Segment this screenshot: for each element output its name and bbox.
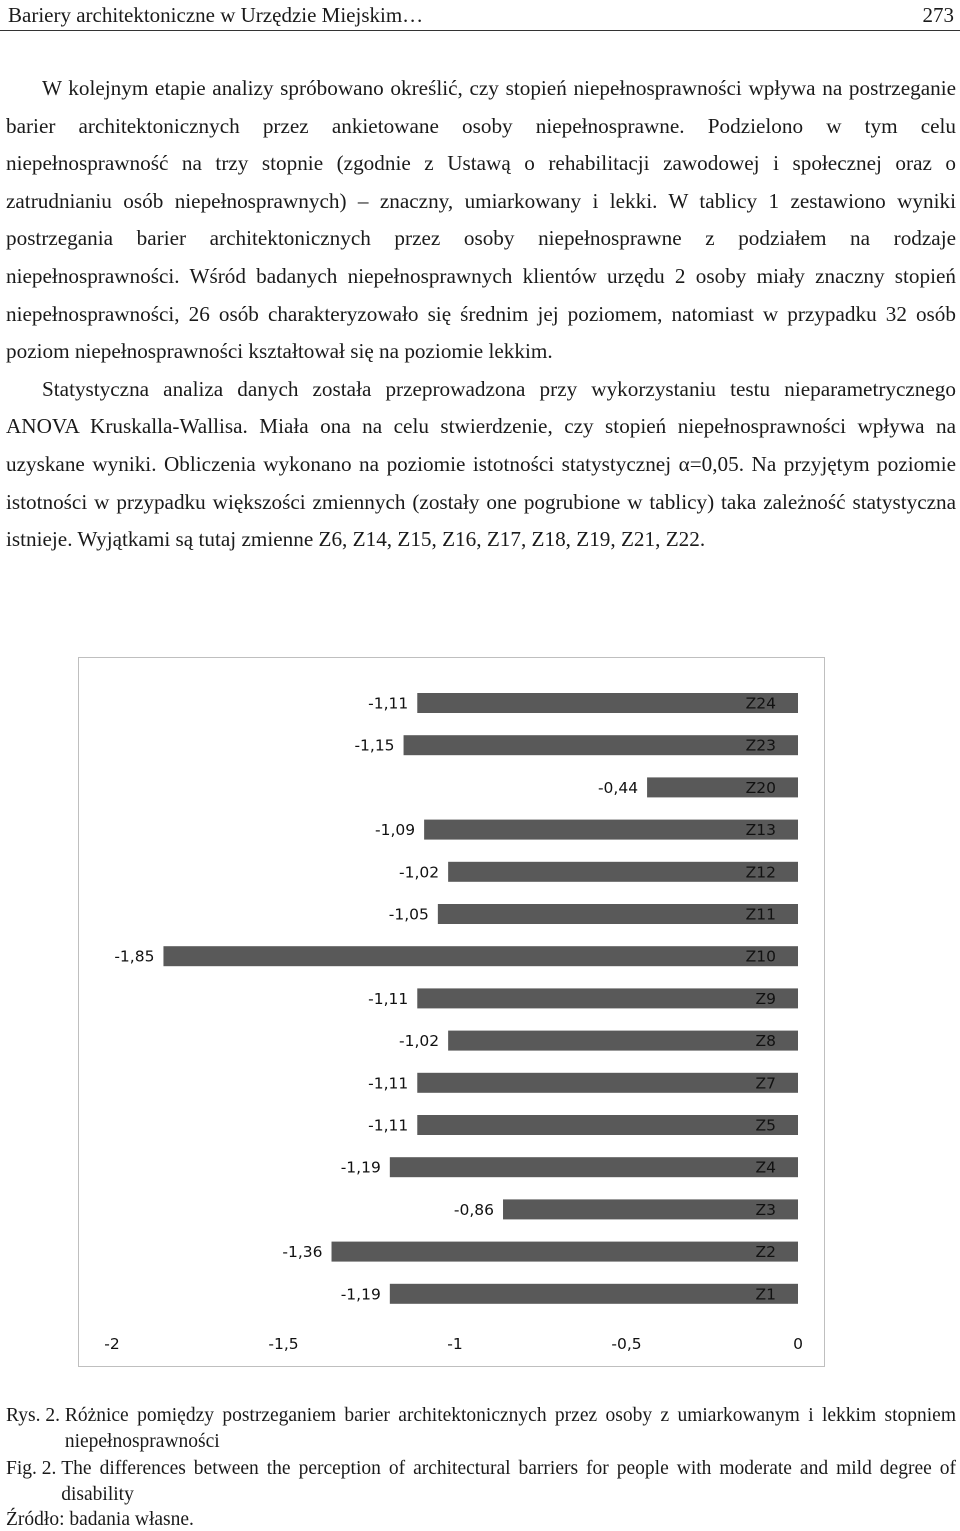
bar-chart-svg [79,658,826,1368]
x-tick-label: -2 [104,1335,120,1353]
category-label-z3: Z3 [755,1200,776,1219]
bar-z9 [417,988,798,1008]
bar-z1 [390,1284,798,1304]
data-label-z3: -0,86 [453,1200,495,1219]
data-label-z20: -0,44 [597,778,639,797]
category-label-z4: Z4 [755,1158,776,1177]
bar-z3 [503,1199,798,1219]
category-label-z24: Z24 [745,694,776,713]
x-tick-label: -0,5 [611,1335,642,1353]
paragraph-1: W kolejnym etapie analizy spróbowano określić, czy stopień niepełnosprawności wpływa na postrzeganie barier architektonicznych przez ankietowane osoby niepełnosprawne. Podzielono w tym celu niepełnosprawność na trzy stopnie (zgodnie z Ustawą o rehabilitacji zawodowej i społecznej oraz o zatrudnianiu osób niepełnosprawnych) – znaczny, umiarkowany i lekki. W tablicy 1 zestawiono wyniki postrzegania barier architektonicznych przez osoby niepełnosprawne z podziałem na rodzaje niepełnosprawności. Wśród badanych niepełnosprawnych klientów urzędu 2 osoby miały znaczny stopień niepełnosprawności, 26 osób charakteryzowało się średnim jej poziomem, natomiast w przypadku 32 osób poziom niepełnosprawności kształtował się na poziomie lekkim. [6,76,956,364]
bar-z11 [438,904,798,924]
caption-pl-text: Różnice pomiędzy postrzeganiem barier architektonicznych przez osoby z umiarkowanym i lekkim stopniem niepełnosprawności [64,1405,956,1452]
caption-en-label: Fig. 2. [6,1458,57,1479]
category-label-z23: Z23 [745,736,776,755]
category-label-z13: Z13 [745,821,776,840]
data-label-z4: -1,19 [340,1158,381,1177]
paragraph-2: Statystyczna analiza danych została przeprowadzona przy wykorzystaniu testu nieparametrycznego ANOVA Kruskalla-Wallisa. Miała ona na celu stwierdzenie, czy stopień niepełnosprawności wpływa na uzyskane wyniki. Obliczenia wykonano na poziomie istotności statystycznej α=0,05. Na przyjętym poziomie istotności w przypadku większości zmiennych (zostały one pogrubione w tablicy) taka zależność statystyczna istnieje. Wyjątkami są tutaj zmienne Z6, Z14, Z15, Z16, Z17, Z18, Z19, Z21, Z22. [6,376,956,552]
bar-z8 [448,1031,798,1051]
running-title: Bariery architektoniczne w Urzędzie Miejskim… [8,3,424,27]
category-label-z5: Z5 [755,1116,776,1135]
bar-z23 [404,735,798,755]
figure-caption-pl [6,1403,956,1455]
data-label-z24: -1,11 [368,694,409,713]
bar-z2 [332,1242,798,1262]
category-label-z1: Z1 [755,1285,776,1304]
x-tick-label: 0 [793,1335,803,1353]
category-label-z2: Z2 [755,1243,776,1262]
bar-z4 [390,1157,798,1177]
data-label-z9: -1,11 [368,989,409,1008]
body-text [6,70,956,559]
category-label-z11: Z11 [745,905,776,924]
category-label-z20: Z20 [745,778,776,797]
figure-source: Źródło: badania własne. [6,1509,194,1530]
bar-z7 [417,1073,798,1093]
data-label-z1: -1,19 [340,1285,381,1304]
page-number: 273 [922,3,954,27]
category-label-z7: Z7 [755,1074,776,1093]
category-label-z8: Z8 [755,1032,776,1051]
data-label-z5: -1,11 [368,1116,409,1135]
data-label-z23: -1,15 [354,736,395,755]
data-label-z7: -1,11 [368,1074,409,1093]
data-label-z13: -1,09 [375,821,416,840]
bar-z24 [417,693,798,713]
bar-z13 [424,820,798,840]
bar-z5 [417,1115,798,1135]
running-header [0,0,960,31]
category-label-z10: Z10 [745,947,776,966]
data-label-z11: -1,05 [388,905,429,924]
bar-chart [78,657,825,1367]
x-tick-label: -1,5 [268,1335,299,1353]
data-label-z2: -1,36 [282,1243,323,1262]
x-tick-label: -1 [447,1335,463,1353]
figure-caption-en [6,1456,956,1508]
category-label-z9: Z9 [755,989,776,1008]
data-label-z8: -1,02 [399,1032,440,1051]
bar-z10 [163,946,798,966]
category-label-z12: Z12 [745,863,776,882]
caption-pl-label: Rys. 2. [6,1405,60,1426]
caption-en-text: The differences between the perception of architectural barriers for people with moderate and mild degree of disability [61,1458,956,1505]
data-label-z10: -1,85 [114,947,155,966]
data-label-z12: -1,02 [399,863,440,882]
